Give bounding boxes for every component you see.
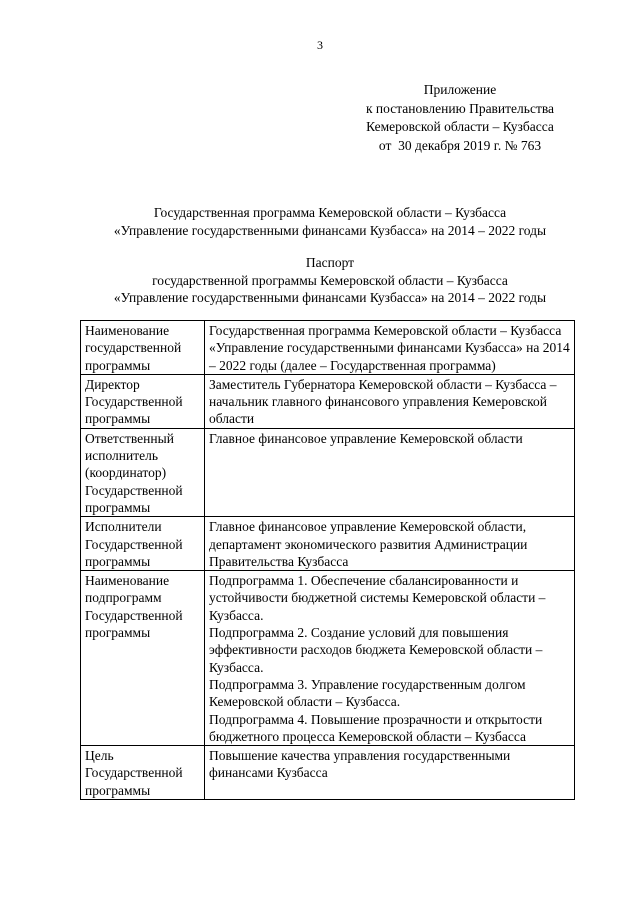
- passport-table: [80, 320, 575, 800]
- row-label-responsible-executor: Ответственный исполнитель (координатор) Государственной программы: [81, 428, 205, 516]
- table-row: [81, 321, 575, 375]
- passport-title-line-1: Паспорт: [305, 255, 355, 270]
- subprogram-2: Подпрограмма 2. Создание условий для повышения эффективности расходов бюджета Кемеровской области – Кузбасса.: [209, 625, 543, 675]
- row-label-program-goal: Цель Государственной программы: [81, 746, 205, 800]
- row-value-responsible-executor: Главное финансовое управление Кемеровской области: [205, 428, 575, 516]
- appendix-header: [330, 81, 590, 155]
- program-title-line-2: «Управление государственными финансами Кузбасса» на 2014 – 2022 годы: [113, 223, 547, 238]
- page-number: 3: [317, 38, 323, 52]
- table-row: [81, 517, 575, 571]
- appendix-line-2: к постановлению Правительства: [365, 100, 555, 116]
- program-title: [60, 204, 600, 240]
- table-row: [81, 374, 575, 428]
- appendix-line-3: Кемеровской области – Кузбасса: [366, 119, 554, 134]
- row-label-executors: Исполнители Государственной программы: [81, 517, 205, 571]
- table-row: [81, 428, 575, 516]
- row-value-program-director: Заместитель Губернатора Кемеровской области – Кузбасса – начальник главного финансового управления Кемеровской области: [205, 374, 575, 428]
- row-value-subprograms: [205, 571, 575, 746]
- passport-title-line-3: «Управление государственными финансами Кузбасса» на 2014 – 2022 годы: [113, 290, 547, 305]
- row-label-subprograms: Наименование подпрограмм Государственной программы: [81, 571, 205, 746]
- table-row: [81, 746, 575, 800]
- row-label-program-name: Наименование государственной программы: [81, 321, 205, 375]
- appendix-line-1: Приложение: [423, 82, 497, 97]
- subprogram-4: Подпрограмма 4. Повышение прозрачности и открытости бюджетного процесса Кемеровской области – Кузбасса: [209, 711, 543, 744]
- passport-title-line-2: государственной программы Кемеровской области – Кузбасса: [152, 272, 508, 288]
- row-value-program-name: Государственная программа Кемеровской области – Кузбасса «Управление государственными финансами Кузбасса» на 2014 – 2022 годы (далее – Государственная программа): [205, 321, 575, 375]
- row-value-executors: Главное финансовое управление Кемеровской области, департамент экономического развития Администрации Правительства Кузбасса: [205, 517, 575, 571]
- row-value-program-goal: Повышение качества управления государственными финансами Кузбасса: [205, 746, 575, 800]
- row-label-program-director: Директор Государственной программы: [81, 374, 205, 428]
- program-title-line-1: Государственная программа Кемеровской области – Кузбасса: [153, 205, 507, 220]
- appendix-line-4: от 30 декабря 2019 г. № 763: [378, 137, 542, 153]
- subprogram-1: Подпрограмма 1. Обеспечение сбалансированности и устойчивости бюджетной системы Кемеровской области – Кузбасса.: [209, 573, 546, 623]
- subprogram-3: Подпрограмма 3. Управление государственным долгом Кемеровской области – Кузбасса.: [209, 676, 526, 710]
- table-row: [81, 571, 575, 746]
- passport-title: [60, 254, 600, 307]
